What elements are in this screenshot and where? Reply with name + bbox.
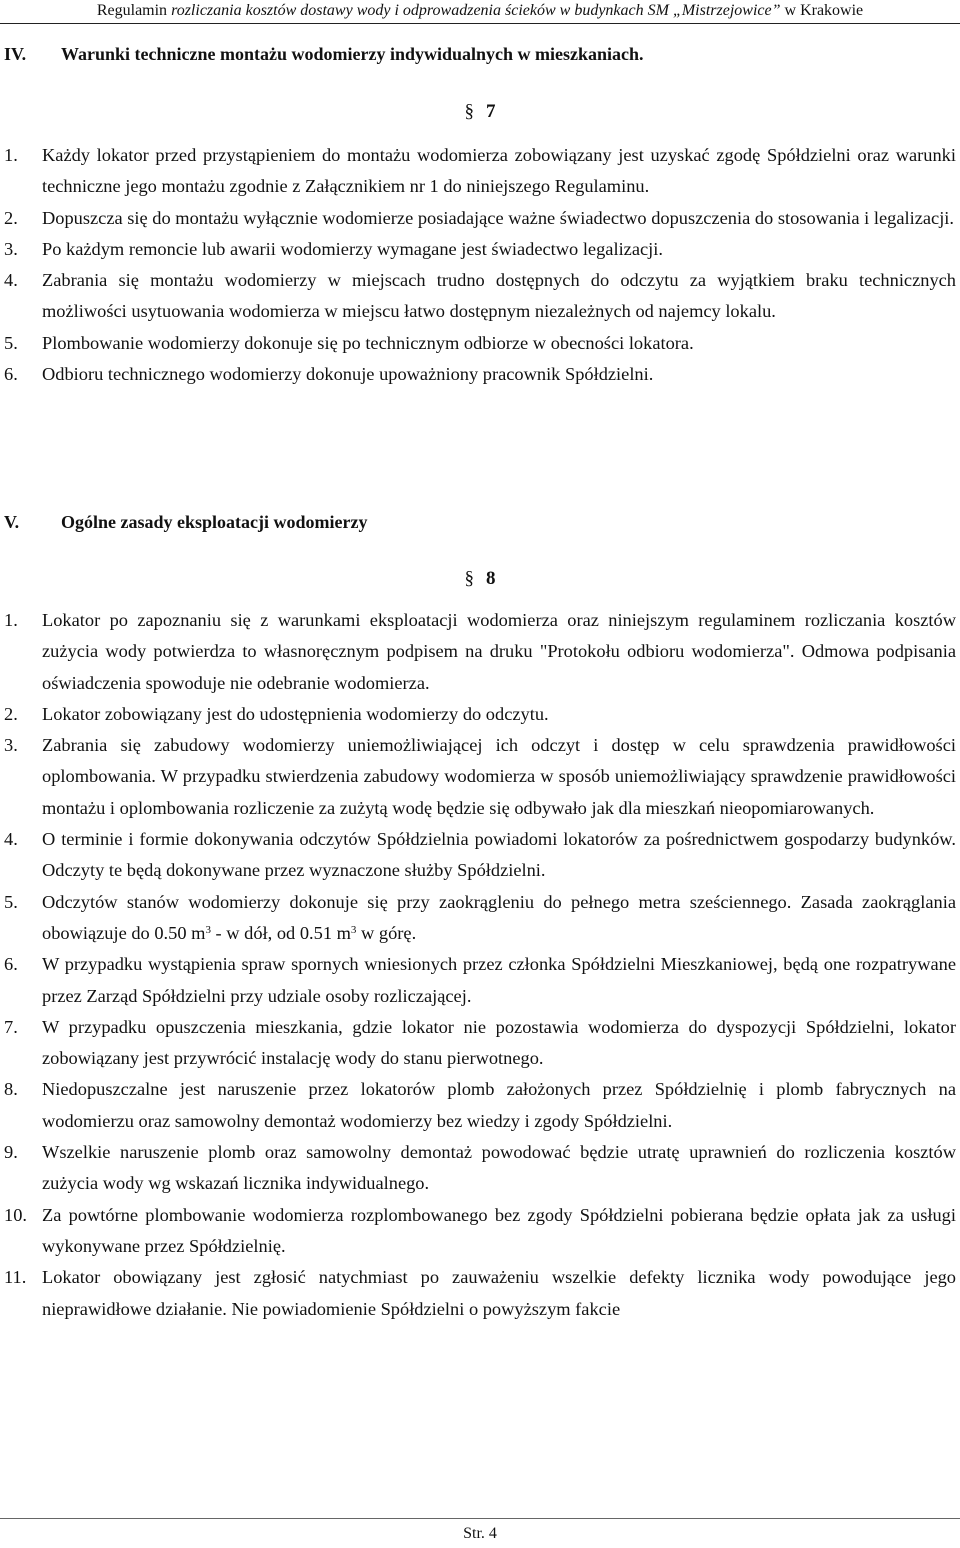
list-item xyxy=(0,730,960,824)
list-item xyxy=(0,824,960,887)
item-number: 6. xyxy=(4,364,18,385)
item-number: 4. xyxy=(4,829,18,850)
item-text: Lokator zobowiązany jest do udostępnienia wodomierzy do odczytu. xyxy=(42,703,549,724)
paragraph-7-mark xyxy=(0,101,960,123)
section-5-title: Ogólne zasady eksploatacji wodomierzy xyxy=(61,512,368,532)
header-suffix: w Krakowie xyxy=(780,2,864,19)
section-5-heading xyxy=(4,511,367,533)
item-number: 1. xyxy=(4,145,18,165)
list-item xyxy=(0,328,960,359)
list-item xyxy=(0,1262,960,1325)
item-text: O terminie i formie dokonywania odczytów Spółdzielnia powiadomi lokatorów za pośrednictwem gospodarzy budynków. Odczyty te będą dokonywane przez wyznaczone służby Spółdzielni. xyxy=(42,829,956,881)
item-number: 3. xyxy=(4,735,18,756)
item-text: Niedopuszczalne jest naruszenie przez lokatorów plomb założonych przez Spółdzielnię i plomb fabrycznych na wodomierzu oraz samowolny demontaż wodomierzy bez wiedzy i zgody Spółdzielni. xyxy=(42,1079,956,1131)
list-item xyxy=(0,203,960,234)
list-item xyxy=(0,1012,960,1075)
superscript: 3 xyxy=(205,923,211,936)
section-4-title: Warunki techniczne montażu wodomierzy indywidualnych w mieszkaniach. xyxy=(61,44,644,64)
item-text: Lokator obowiązany jest zgłosić natychmiast po zauważeniu wszelkie defekty licznika wody powodujące jego nieprawidłowe działanie. Nie powiadomienie Spółdzielni o powyższym fakcie xyxy=(42,1267,956,1319)
item-text: Za powtórne plombowanie wodomierza rozplombowanego bez zgody Spółdzielni pobierana będzie opłata jak za usługi wykonywane przez Spółdzielnię. xyxy=(42,1204,956,1256)
paragraph-symbol: § xyxy=(464,568,474,589)
item-text: Odczytów stanów wodomierzy dokonuje się przy zaokrągleniu do pełnego metra sześciennego. Zasada zaokrąglania obowiązuje do 0.50 m xyxy=(42,891,956,943)
header-divider xyxy=(0,23,960,24)
list-item xyxy=(0,265,960,328)
superscript: 3 xyxy=(350,923,357,936)
item-number: 4. xyxy=(4,270,18,291)
item-text: Wszelkie naruszenie plomb oraz samowolny demontaż powodować będzie utratę uprawnień do rozliczenia kosztów zużycia wody wg wskazań licznika indywidualnego. xyxy=(42,1142,956,1194)
item-number: 9. xyxy=(4,1142,18,1163)
item-text: Zabrania się montażu wodomierzy w miejscach trudno dostępnych do odczytu za wyjątkiem braku technicznych możliwości usytuowania wodomierza w miejscu łatwo dostępnym niezależnych od najemcy lokalu. xyxy=(42,270,956,322)
list-item xyxy=(0,140,960,203)
item-number: 7. xyxy=(4,1016,18,1037)
list-item xyxy=(0,1074,960,1137)
item-number: 2. xyxy=(4,703,18,724)
item-number: 8. xyxy=(4,1079,18,1100)
section-5-list xyxy=(0,605,960,1325)
section-4-list xyxy=(0,140,960,390)
page-number: Str. 4 xyxy=(463,1525,497,1542)
paragraph-number: 7 xyxy=(486,101,496,122)
list-item xyxy=(0,887,960,950)
item-number: 2. xyxy=(4,207,18,228)
running-header xyxy=(0,0,960,24)
item-text: w górę. xyxy=(356,922,417,943)
item-text: Plombowanie wodomierzy dokonuje się po technicznym odbiorze w obecności lokatora. xyxy=(42,332,694,353)
item-text: Dopuszcza się do montażu wyłącznie wodomierze posiadające ważne świadectwo dopuszczenia do stosowania i legalizacji. xyxy=(42,207,955,228)
list-item xyxy=(0,699,960,730)
item-text: Zabrania się zabudowy wodomierzy uniemożliwiającej ich odczyt i dostęp w celu sprawdzenia prawidłowości oplombowania. W przypadku stwierdzenia zabudowy wodomierza w sposób uniemożliwiający sprawdzenie prawidłowości montażu i oplombowania rozliczenie za zużytą wodę będzie się odbywało jak dla mieszkań nieopomiarowanych. xyxy=(42,735,956,818)
section-4-number: IV. xyxy=(4,44,27,64)
list-item xyxy=(0,1200,960,1263)
list-item xyxy=(0,605,960,699)
footer-divider xyxy=(0,1518,960,1519)
section-5-number: V. xyxy=(4,512,20,532)
item-number: 5. xyxy=(4,891,18,912)
item-number: 3. xyxy=(4,238,18,259)
item-number: 10. xyxy=(4,1204,27,1225)
list-item xyxy=(0,1137,960,1200)
header-prefix: Regulamin xyxy=(96,2,172,19)
item-number: 1. xyxy=(4,610,18,630)
item-text: Każdy lokator przed przystąpieniem do montażu wodomierza zobowiązany jest uzyskać zgodę Spółdzielni oraz warunki techniczne jego montażu zgodnie z Załącznikiem nr 1 do niniejszego Regulaminu. xyxy=(42,145,956,197)
section-4-heading xyxy=(4,43,644,65)
list-item xyxy=(0,359,960,390)
item-text: W przypadku opuszczenia mieszkania, gdzie lokator nie pozostawia wodomierza do dyspozycji Spółdzielni, lokator zobowiązany jest przywrócić instalację wody do stanu pierwotnego. xyxy=(42,1016,956,1069)
item-text: Po każdym remoncie lub awarii wodomierzy wymagane jest świadectwo legalizacji. xyxy=(42,238,663,259)
item-text: - w dół, od 0.51 m xyxy=(210,922,351,943)
paragraph-8-mark xyxy=(0,568,960,590)
item-number: 6. xyxy=(4,954,18,975)
paragraph-symbol: § xyxy=(464,101,474,122)
item-text: W przypadku wystąpienia spraw spornych wniesionych przez członka Spółdzielni Mieszkaniowej, będą one rozpatrywane przez Zarząd Spółdzielni przy udziale osoby rozliczającej. xyxy=(42,954,956,1006)
item-text: Odbioru technicznego wodomierzy dokonuje upoważniony pracownik Spółdzielni. xyxy=(42,364,654,385)
item-number: 11. xyxy=(4,1267,27,1288)
item-number: 5. xyxy=(4,332,18,353)
item-text: Lokator po zapoznaniu się z warunkami eksploatacji wodomierza oraz niniejszym regulaminem rozliczania kosztów zużycia wody potwierdza to własnoręcznym podpisem na druku "Protokołu odbioru wodomierza". Odmowa podpisania oświadczenia spowoduje nie odebranie wodomierza. xyxy=(42,610,956,693)
list-item xyxy=(0,949,960,1012)
paragraph-number: 8 xyxy=(486,568,496,589)
list-item xyxy=(0,234,960,265)
header-title: rozliczania kosztów dostawy wody i odprowadzenia ścieków w budynkach SM „Mistrzejowice” xyxy=(171,2,781,19)
